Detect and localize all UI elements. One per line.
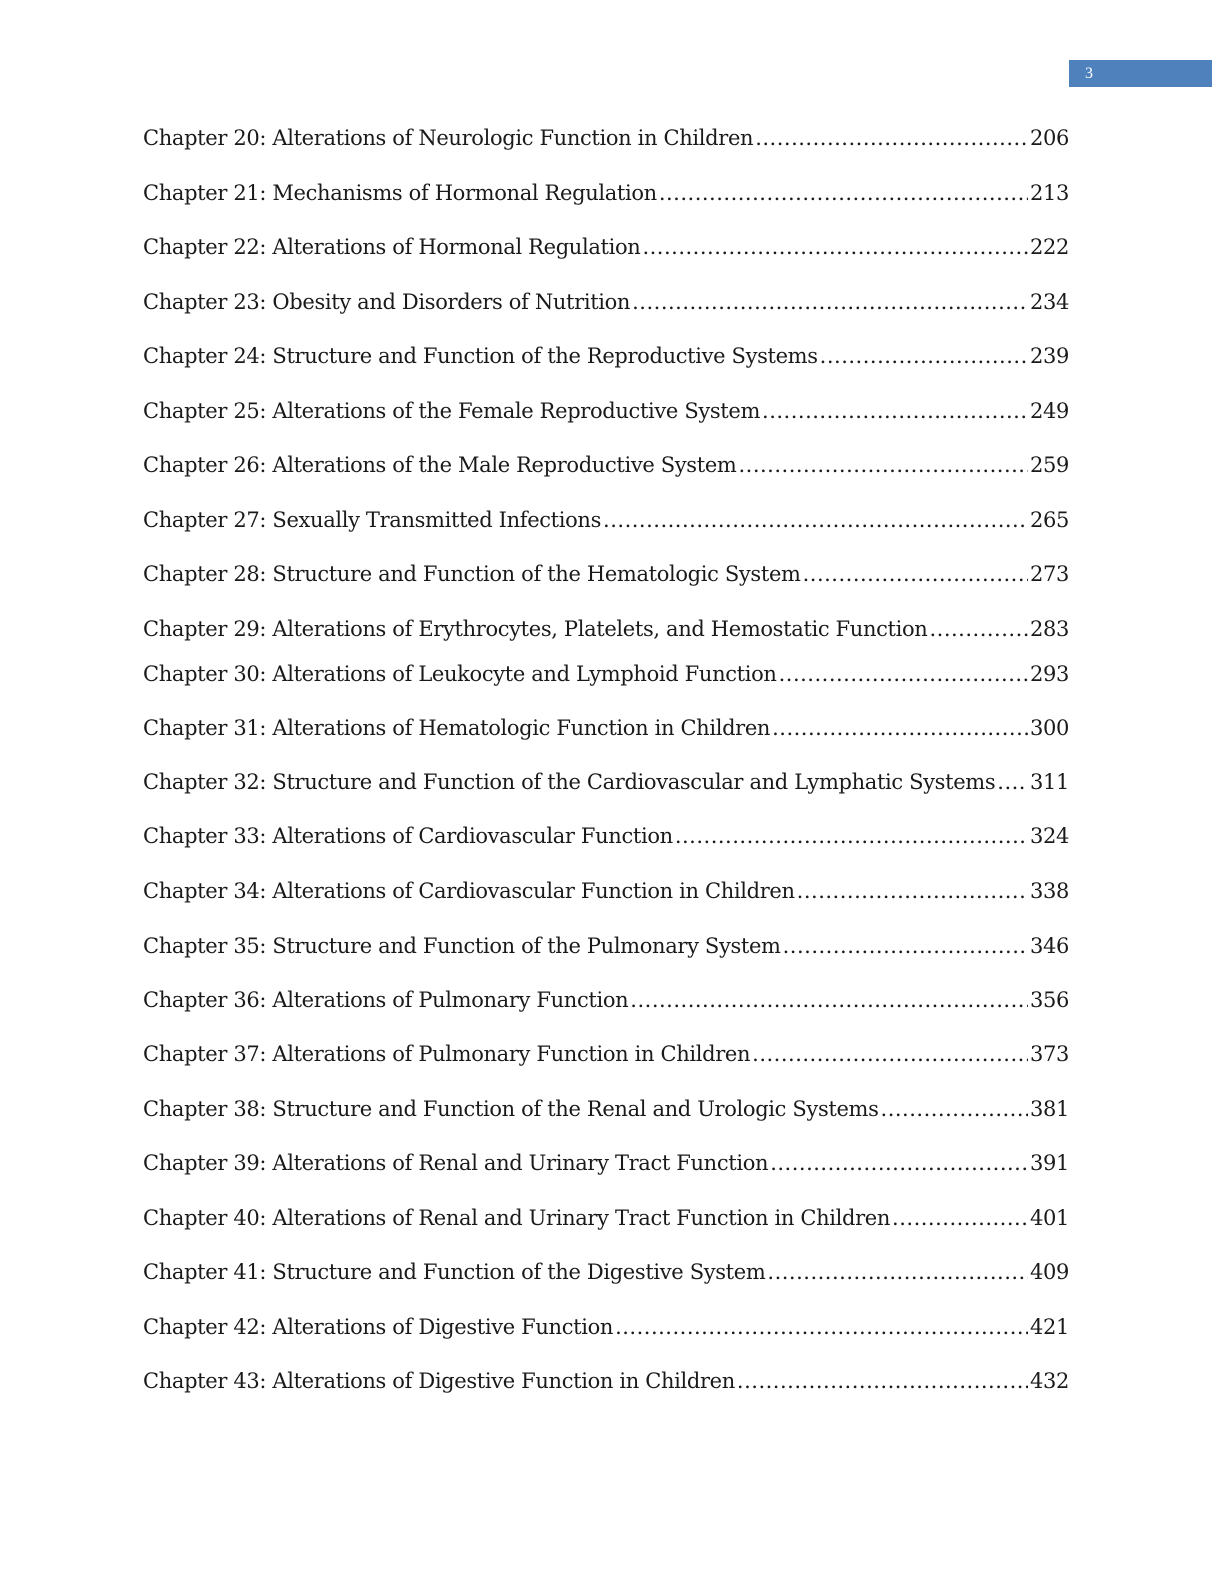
toc-entry-title: Chapter 39: Alterations of Renal and Urinary Tract Function xyxy=(143,1151,769,1175)
toc-entry-title: Chapter 22: Alterations of Hormonal Regulation xyxy=(143,235,641,259)
toc-entry[interactable] xyxy=(143,659,1069,689)
toc-entry-page: 311 xyxy=(1029,770,1069,794)
toc-dot-leader xyxy=(892,1203,1028,1233)
toc-entry-page: 432 xyxy=(1029,1369,1069,1393)
toc-dot-leader xyxy=(881,1094,1028,1124)
toc-dot-leader xyxy=(762,396,1028,426)
toc-entry-title: Chapter 23: Obesity and Disorders of Nutrition xyxy=(143,290,631,314)
toc-entry-page: 381 xyxy=(1029,1097,1069,1121)
toc-dot-leader xyxy=(755,123,1028,153)
toc-entry-title: Chapter 40: Alterations of Renal and Urinary Tract Function in Children xyxy=(143,1206,891,1230)
toc-entry-title: Chapter 34: Alterations of Cardiovascular Function in Children xyxy=(143,879,795,903)
toc-entry-page: 249 xyxy=(1029,399,1069,423)
toc-entry-page: 401 xyxy=(1029,1206,1069,1230)
toc-entry-title: Chapter 36: Alterations of Pulmonary Function xyxy=(143,988,629,1012)
toc-entry-page: 259 xyxy=(1029,453,1069,477)
toc-entry[interactable] xyxy=(143,1257,1069,1287)
toc-entry[interactable] xyxy=(143,559,1069,589)
toc-entry-page: 273 xyxy=(1029,562,1069,586)
toc-entry-page: 409 xyxy=(1029,1260,1069,1284)
toc-entry-page: 283 xyxy=(1029,617,1069,641)
toc-entry-page: 391 xyxy=(1029,1151,1069,1175)
toc-entry-page: 338 xyxy=(1029,879,1069,903)
toc-dot-leader xyxy=(630,985,1028,1015)
toc-entry-title: Chapter 38: Structure and Function of the Renal and Urologic Systems xyxy=(143,1097,879,1121)
toc-entry[interactable] xyxy=(143,1312,1069,1342)
toc-entry[interactable] xyxy=(143,505,1069,535)
toc-entry-page: 324 xyxy=(1029,824,1069,848)
toc-dot-leader xyxy=(632,287,1028,317)
toc-dot-leader xyxy=(779,659,1028,689)
toc-entry[interactable] xyxy=(143,178,1069,208)
toc-entry-title: Chapter 28: Structure and Function of the Hematologic System xyxy=(143,562,801,586)
toc-dot-leader xyxy=(642,232,1028,262)
toc-entry-page: 421 xyxy=(1029,1315,1069,1339)
page-number-badge: 3 xyxy=(1069,60,1212,87)
toc-dot-leader xyxy=(997,767,1028,797)
toc-entry-page: 265 xyxy=(1029,508,1069,532)
toc-entry-page: 300 xyxy=(1029,716,1069,740)
toc-entry-title: Chapter 32: Structure and Function of the Cardiovascular and Lymphatic Systems xyxy=(143,770,996,794)
toc-entry-page: 206 xyxy=(1029,126,1069,150)
toc-entry-title: Chapter 41: Structure and Function of the Digestive System xyxy=(143,1260,766,1284)
toc-dot-leader xyxy=(675,821,1028,851)
toc-dot-leader xyxy=(767,1257,1028,1287)
toc-entry-page: 373 xyxy=(1029,1042,1069,1066)
toc-entry-title: Chapter 26: Alterations of the Male Reproductive System xyxy=(143,453,737,477)
toc-dot-leader xyxy=(803,559,1028,589)
toc-entry-title: Chapter 29: Alterations of Erythrocytes, Platelets, and Hemostatic Function xyxy=(143,617,928,641)
toc-entry[interactable] xyxy=(143,1366,1069,1396)
toc-entry[interactable] xyxy=(143,1203,1069,1233)
toc-entry-page: 346 xyxy=(1029,934,1069,958)
toc-dot-leader xyxy=(737,1366,1028,1396)
toc-entry[interactable] xyxy=(143,821,1069,851)
toc-entry-title: Chapter 25: Alterations of the Female Reproductive System xyxy=(143,399,761,423)
toc-entry-title: Chapter 21: Mechanisms of Hormonal Regulation xyxy=(143,181,657,205)
toc-entry[interactable] xyxy=(143,1094,1069,1124)
toc-entry-page: 213 xyxy=(1029,181,1069,205)
toc-entry-title: Chapter 27: Sexually Transmitted Infections xyxy=(143,508,602,532)
toc-entry-page: 234 xyxy=(1029,290,1069,314)
toc-entry[interactable] xyxy=(143,713,1069,743)
toc-dot-leader xyxy=(615,1312,1028,1342)
toc-entry-title: Chapter 37: Alterations of Pulmonary Function in Children xyxy=(143,1042,751,1066)
toc-entry-title: Chapter 35: Structure and Function of the Pulmonary System xyxy=(143,934,781,958)
toc-entry[interactable] xyxy=(143,450,1069,480)
toc-entry-title: Chapter 24: Structure and Function of the Reproductive Systems xyxy=(143,344,818,368)
toc-dot-leader xyxy=(772,713,1028,743)
toc-entry-title: Chapter 31: Alterations of Hematologic Function in Children xyxy=(143,716,771,740)
toc-dot-leader xyxy=(659,178,1028,208)
toc-entry[interactable] xyxy=(143,1039,1069,1069)
toc-entry-title: Chapter 30: Alterations of Leukocyte and Lymphoid Function xyxy=(143,662,777,686)
toc-dot-leader xyxy=(783,931,1028,961)
toc-entry[interactable] xyxy=(143,123,1069,153)
toc-dot-leader xyxy=(738,450,1027,480)
toc-entry[interactable] xyxy=(143,341,1069,371)
toc-dot-leader xyxy=(820,341,1028,371)
toc-entry[interactable] xyxy=(143,287,1069,317)
toc-entry[interactable] xyxy=(143,614,1069,644)
toc-entry-title: Chapter 20: Alterations of Neurologic Function in Children xyxy=(143,126,754,150)
toc-dot-leader xyxy=(797,876,1028,906)
toc-entry-page: 356 xyxy=(1029,988,1069,1012)
toc-entry[interactable] xyxy=(143,985,1069,1015)
toc-dot-leader xyxy=(603,505,1028,535)
toc-dot-leader xyxy=(770,1148,1028,1178)
toc-dot-leader xyxy=(929,614,1027,644)
toc-entry-page: 293 xyxy=(1029,662,1069,686)
toc-entry-title: Chapter 33: Alterations of Cardiovascular Function xyxy=(143,824,673,848)
toc-entry-page: 239 xyxy=(1029,344,1069,368)
toc-entry-title: Chapter 42: Alterations of Digestive Function xyxy=(143,1315,614,1339)
toc-entry[interactable] xyxy=(143,232,1069,262)
toc-entry-title: Chapter 43: Alterations of Digestive Function in Children xyxy=(143,1369,735,1393)
toc-entry[interactable] xyxy=(143,396,1069,426)
toc-entry[interactable] xyxy=(143,1148,1069,1178)
toc-dot-leader xyxy=(752,1039,1028,1069)
toc-entry[interactable] xyxy=(143,876,1069,906)
toc-entry-page: 222 xyxy=(1029,235,1069,259)
toc-entry[interactable] xyxy=(143,767,1069,797)
toc-entry[interactable] xyxy=(143,931,1069,961)
